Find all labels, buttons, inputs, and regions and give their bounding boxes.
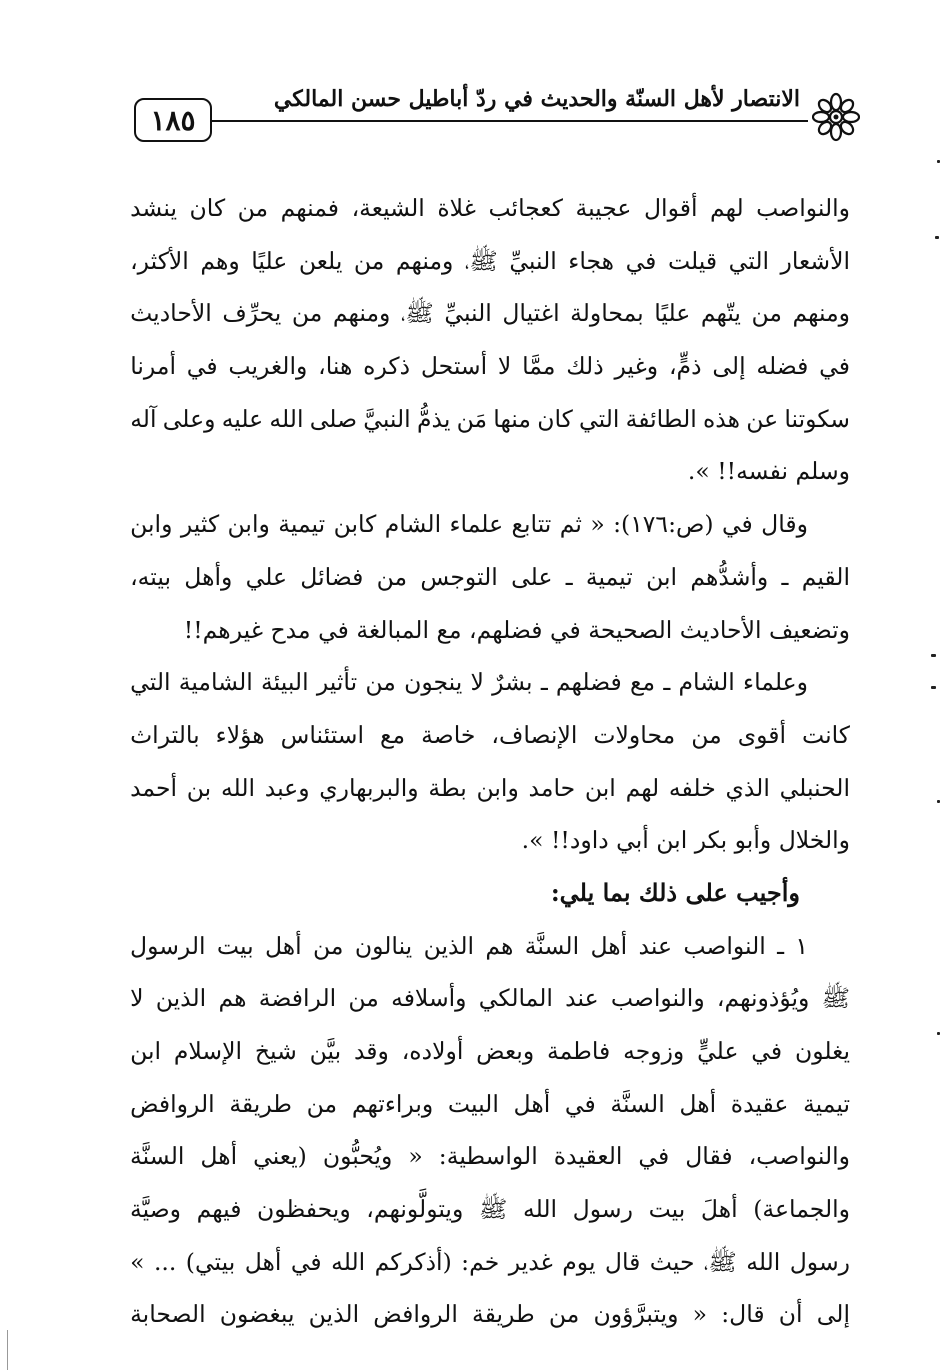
text-line: وسلم نفسه!! ».	[687, 457, 850, 486]
scan-speck	[937, 1032, 940, 1035]
text-line: كانت أقوى من محاولات الإنصاف، خاصة مع استئناس هؤلاء بالتراث	[130, 720, 850, 749]
flower-ornament-icon	[812, 92, 860, 142]
text-line: القيم ـ وأشدُّهم ابن تيمية ـ على التوجس من فضائل علي وأهل بيته،	[130, 562, 850, 591]
header-rule	[210, 120, 808, 122]
text-line: الأشعار التي قيلت في هجاء النبيِّ ﷺ، ومنهم من يلعن عليًا وهم الأكثر،	[130, 246, 850, 275]
text-line: وعلماء الشام ـ مع فضلهم ـ بشرٌ لا ينجون من تأثير البيئة الشامية التي	[130, 668, 808, 697]
text-line: والجماعة) أهلَ بيت رسول الله ﷺ ويتولَّونهم، ويحفظون فيهم وصيَّة	[130, 1195, 850, 1224]
scan-speck	[931, 654, 936, 657]
page-header	[130, 84, 860, 154]
text-line: تيمية عقيدة أهل السنَّة في أهل البيت وبراءتهم من طريقة الروافض	[130, 1089, 850, 1118]
running-title: الانتصار لأهل السنّة والحديث في ردّ أباطيل حسن المالكي	[273, 86, 800, 112]
text-line: في فضله إلى ذمٍّ، وغير ذلك ممَّا لا أستحل ذكره هنا، والغريب في أمرنا	[130, 352, 850, 381]
scan-speck	[931, 686, 936, 689]
text-line: إلى أن قال: « ويتبرَّؤون من طريقة الروافض الذين يبغضون الصحابة	[130, 1300, 850, 1329]
text-line: سكوتنا عن هذه الطائفة التي كان منها مَن يذمُّ النبيَّ صلى الله عليه وعلى آله	[130, 404, 850, 433]
text-line: وتضعيف الأحاديث الصحيحة في فضلهم، مع المبالغة في مدح غيرهم!!	[183, 615, 850, 644]
page-number: ١٨٥	[150, 103, 196, 137]
section-heading: وأجيب على ذلك بما يلي:	[550, 877, 800, 907]
scan-speck	[937, 800, 940, 803]
text-line: رسول الله ﷺ، حيث قال يوم غدير خم: (أذكركم الله في أهل بيتي) ... »	[130, 1247, 850, 1276]
page-number-box	[134, 98, 212, 142]
text-line: والخلال وأبو بكر ابن أبي داود!! ».	[521, 826, 850, 855]
scan-speck	[937, 160, 940, 163]
text-line: وقال في (ص:١٧٦): « ثم تتابع علماء الشام كابن تيمية وابن كثير وابن	[130, 510, 808, 539]
scan-speck	[935, 236, 939, 239]
text-line: يغلون في عليٍّ وزوجه فاطمة وبعض أولاده، وقد بيَّن شيخ الإسلام ابن	[130, 1037, 850, 1065]
body-text	[130, 182, 850, 1341]
text-line: ومنهم من يتّهم عليًا بمحاولة اغتيال النبيِّ ﷺ، ومنهم من يحرِّف الأحاديث	[130, 299, 850, 328]
text-line: ١ ـ النواصب عند أهل السنَّة هم الذين ينالون من أهل بيت الرسول	[130, 931, 808, 960]
page-edge-line	[7, 1330, 8, 1370]
text-line: والنواصب، فقال في العقيدة الواسطية: « ويُحبُّون (يعني أهل السنَّة	[130, 1142, 850, 1171]
text-line: ﷺ ويُؤذونهم، والنواصب عند المالكي وأسلافه من الرافضة هم الذين لا	[130, 984, 850, 1013]
text-line: الحنبلي الذي خلفه لهم ابن حامد وابن بطة والبربهاري وعبد الله بن أحمد	[130, 773, 850, 802]
text-line: والنواصب لهم أقوال عجيبة كعجائب غلاة الشيعة، فمنهم من كان ينشد	[130, 194, 850, 222]
